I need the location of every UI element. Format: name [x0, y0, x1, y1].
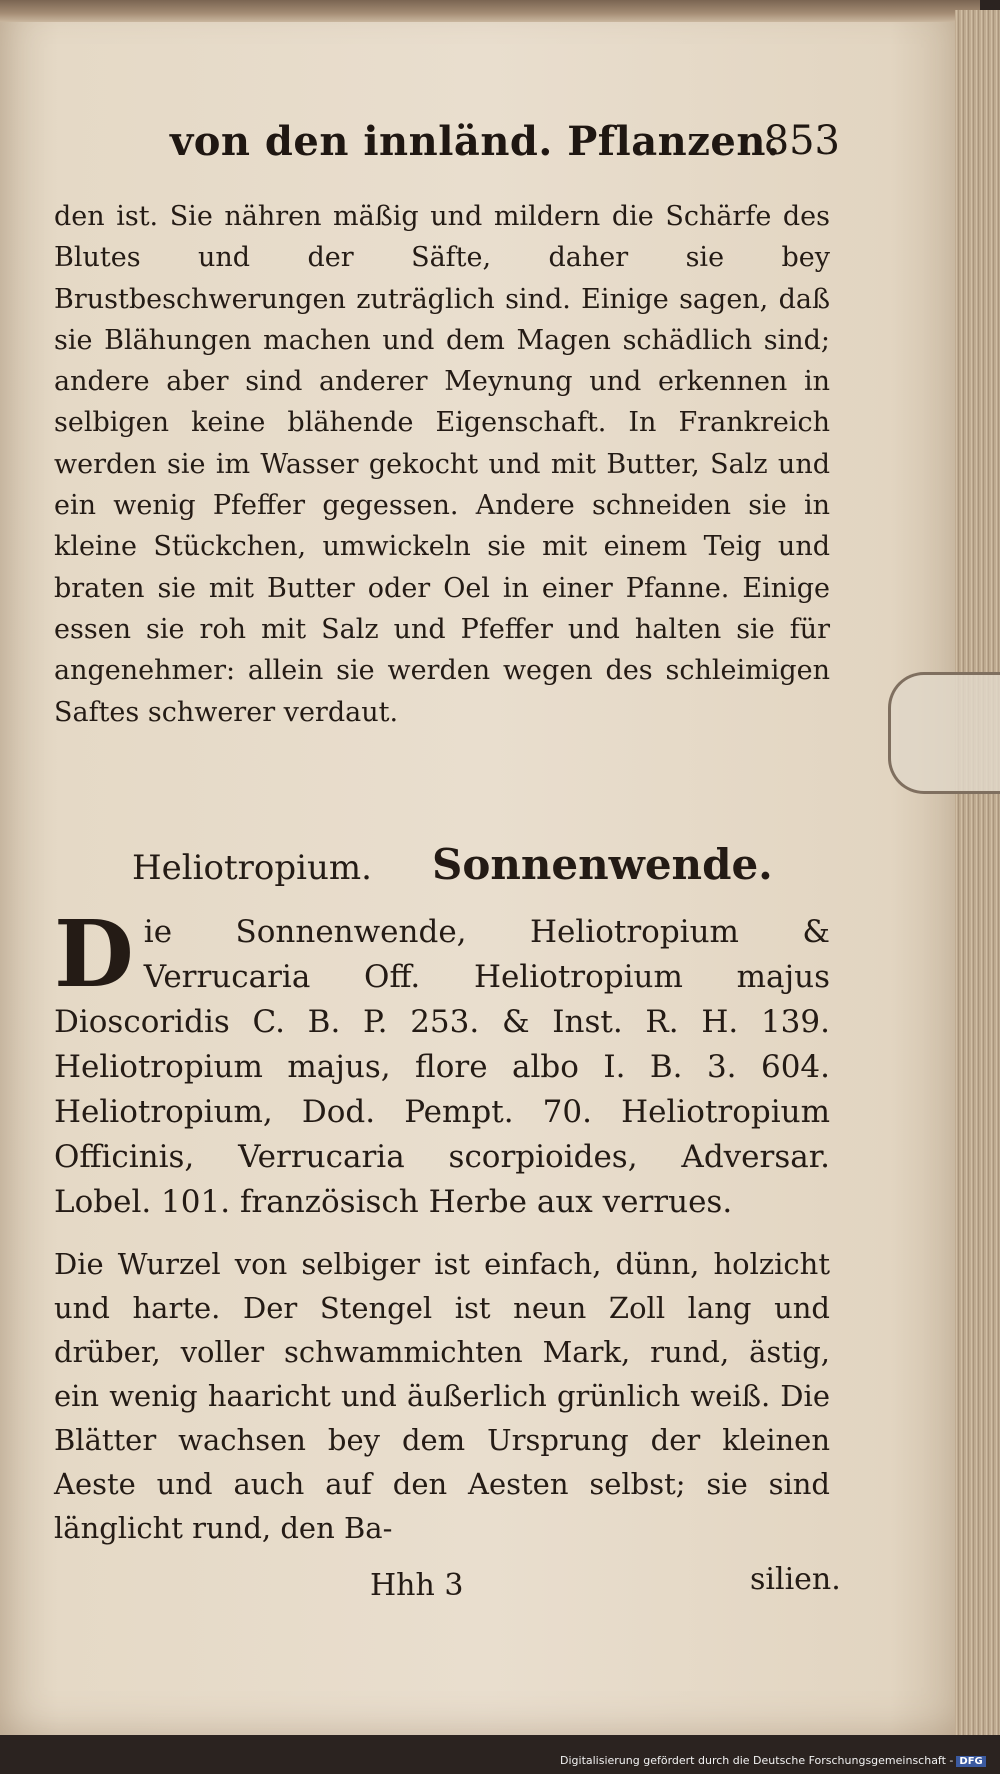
paragraph-2 — [54, 900, 830, 1225]
book-top-edge — [0, 0, 980, 22]
section-heading-latin: Heliotropium. — [132, 848, 372, 888]
paragraph-3: Die Wurzel von selbiger ist einfach, dünn, holzicht und harte. Der Stengel ist neun Zoll lang und drüber, voller schwammichten Mark, rund, ästig, ein wenig haaricht und äußerlich grünlich weiß. Die Blätter wachsen bey dem Ursprung der kleinen Aeste und auch auf den Aesten selbst; sie sind länglicht rund, den Ba- — [54, 1247, 830, 1545]
credit-text: Digitalisierung gefördert durch die Deutsche Forschungsgemeinschaft - — [560, 1754, 954, 1767]
digitization-credit — [560, 1754, 995, 1770]
paragraph-1: den ist. Sie nähren mäßig und mildern die Schärfe des Blutes und der Säfte, daher sie bey Brustbeschwerungen zuträglich sind. Einige sagen, daß sie Blähungen machen und dem Magen schädlich sind; andere aber sind anderer Meynung und erkennen in selbigen keine blähende Eigenschaft. In Frankreich werden sie im Wasser gekocht und mit Butter, Salz und ein wenig Pfeffer gegessen. Andere schneiden sie in kleine Stückchen, umwickeln sie mit einem Teig und braten sie mit Butter oder Oel in einer Pfanne. Einige essen sie roh mit Salz und Pfeffer und halten sie für angenehmer: allein sie werden wegen des schleimigen Saftes schwerer verdaut. — [54, 201, 830, 728]
catchword: silien. — [750, 1562, 841, 1597]
section-heading-german: Sonnenwende. — [432, 840, 773, 889]
book-page-edges — [955, 10, 1000, 1735]
bookmark-tab — [888, 672, 1000, 794]
running-head — [170, 118, 840, 178]
running-head-title: von den innländ. Pflanzen. — [170, 118, 781, 165]
signature-mark: Hhh 3 — [370, 1568, 464, 1603]
section-heading — [132, 840, 832, 900]
page-number: 853 — [763, 118, 840, 164]
drop-cap: D — [54, 900, 134, 1008]
dfg-logo: DFG — [956, 1756, 985, 1767]
paragraph-2-text: ie Sonnenwende, Heliotropium & Verrucaria Off. Heliotropium majus Dioscoridis C. B. P. 253. & Inst. R. H. 139. Heliotropium majus, flore albo I. B. 3. 604. Heliotropium, Dod. Pempt. 70. Heliotropium Officinis, Verrucaria scorpioides, Adversar. Lobel. 101. französisch Herbe aux verrues. — [54, 914, 830, 1220]
